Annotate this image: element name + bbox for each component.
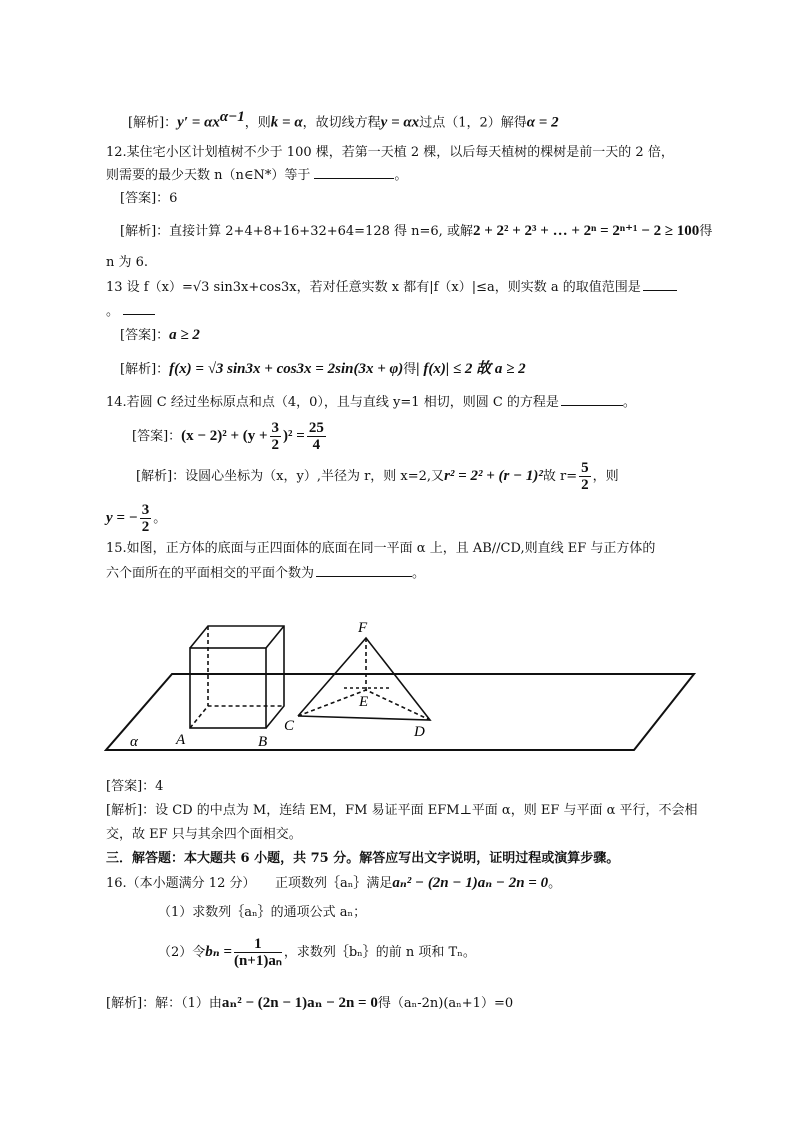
label-E: E	[359, 694, 369, 710]
q16-solution: [解析]：解：（1）由aₙ² − (2n − 1)aₙ − 2n = 0得（aₙ-2n)(aₙ+1）=0	[106, 995, 514, 1011]
q15-line1: 15.如图，正方体的底面与正四面体的底面在同一平面 α 上，且 AB//CD,则直线 EF 与正方体的	[106, 541, 656, 556]
q15-answer: [答案]：4	[106, 779, 164, 794]
q13-answer-blank[interactable]	[643, 278, 677, 291]
label-alpha: α	[130, 734, 138, 750]
q14-answer-blank[interactable]	[561, 393, 623, 406]
q15-answer-blank[interactable]	[316, 564, 412, 577]
label-C: C	[284, 718, 295, 734]
label-D: D	[414, 724, 425, 740]
q12-answer-blank[interactable]	[314, 166, 394, 179]
q16-part2: （2）令bₙ = $\frac{1}{\text{(n+1)aₙ}}$ ，求数列｛bₙ｝的前 n 项和 Tₙ。	[158, 936, 476, 969]
q14-solution-line2: y = − $\frac{3}{2}$ 。	[106, 502, 167, 535]
q14-line1: 14.若圆 C 经过坐标原点和点（4，0），且与直线 y=1 相切，则圆 C 的方程是 。	[106, 395, 636, 410]
q15-solution-line1: [解析]：设 CD 的中点为 M，连结 EM，FM 易证平面 EFM⊥平面 α，则 EF 与平面 α 平行，不会相	[106, 803, 698, 818]
q13-answer: [答案]：a ≥ 2	[120, 327, 200, 343]
q11-solution: [解析]：$y' = \alpha x^{\alpha-1}$，则k = α，故切线方程y = αx过点（1，2）解得α = 2	[128, 109, 559, 131]
q15-line2: 六个面所在的平面相交的平面个数为 。	[106, 566, 426, 581]
q12-line2: 则需要的最少天数 n（n∈N*）等于 。	[106, 168, 408, 183]
q12-line1: 12.某住宅小区计划植树不少于 100 棵，若第一天植 2 棵，以后每天植树的棵树是前一天的 2 倍，	[106, 145, 674, 160]
geometry-figure	[104, 614, 700, 760]
label-B: B	[258, 734, 268, 750]
q13-line2: 。	[106, 302, 155, 321]
q16-intro: 16.（本小题满分 12 分） 正项数列｛aₙ｝满足aₙ² − (2n − 1)aₙ − 2n = 0。	[106, 875, 562, 891]
label-F: F	[358, 620, 368, 636]
q12-answer: [答案]：6	[120, 191, 178, 206]
q14-solution: [解析]：设圆心坐标为（x，y）,半径为 r，则 x=2,又r² = 2² + (r − 1)²故 r= $\frac{5}{2}$ ，则	[136, 460, 619, 493]
q15-solution-line2: 交，故 EF 只与其余四个面相交。	[106, 827, 302, 842]
plane-alpha	[106, 674, 694, 750]
cube	[190, 626, 284, 728]
q14-answer: [答案]：(x − 2)² + (y + $\frac{3}{2}$ )² = $\frac{25}{4}$	[132, 420, 324, 453]
q12-solution: [解析]：直接计算 2+4+8+16+32+64=128 得 n=6, 或解2 + 2² + 2³ + … + 2ⁿ = 2ⁿ⁺¹ − 2 ≥ 100得	[120, 223, 713, 239]
section3-heading: 三．解答题：本大题共 6 小题，共 75 分。解答应写出文字说明，证明过程或演算步骤。	[106, 851, 620, 866]
label-A: A	[176, 732, 186, 748]
q16-part1: （1）求数列｛aₙ｝的通项公式 aₙ；	[158, 905, 367, 920]
q12-solution-line2: n 为 6.	[106, 255, 149, 270]
q13-line1: 13 设 f（x）=√3 sin3x+cos3x，若对任意实数 x 都有|f（x）|≤a，则实数 a 的取值范围是	[106, 278, 677, 297]
q13-solution: [解析]：f(x) = √3 sin3x + cos3x = 2sin(3x + φ)得| f(x)| ≤ 2 故 a ≥ 2	[120, 361, 526, 377]
